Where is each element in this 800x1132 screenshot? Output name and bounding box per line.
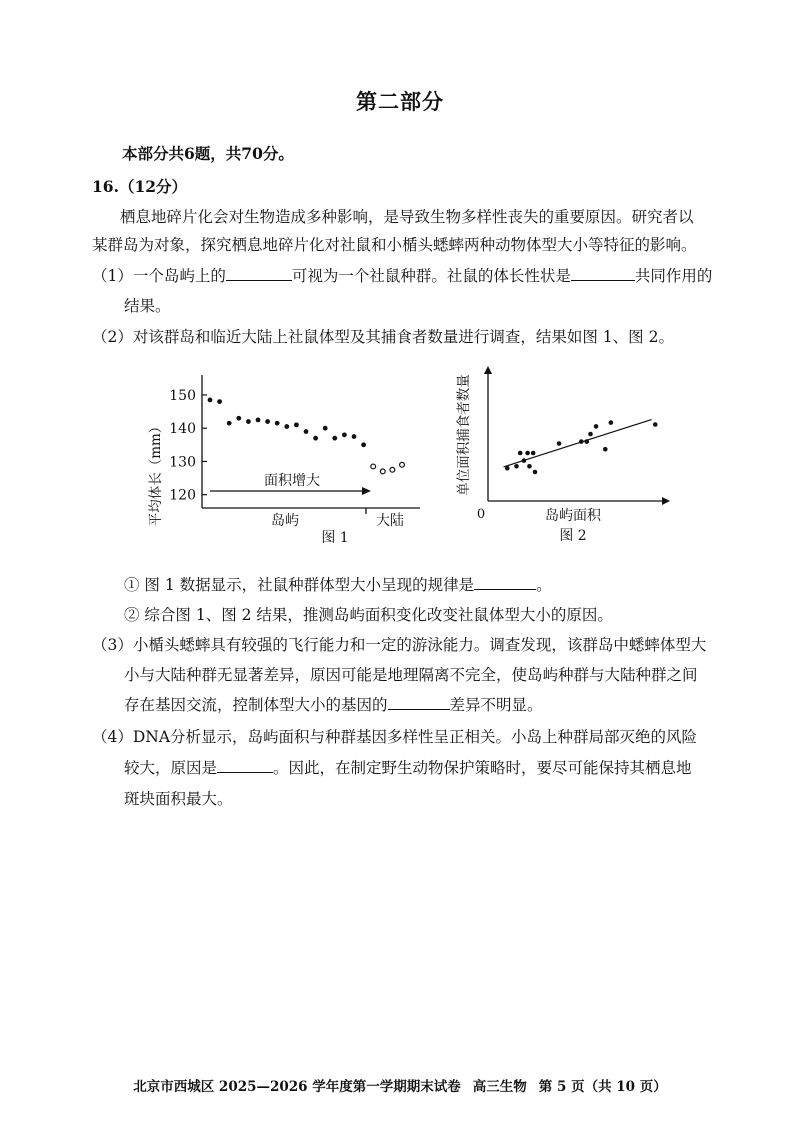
part-3-text-b: 差异不明显。 (449, 696, 543, 714)
mainland-data-point (380, 469, 385, 474)
part-1-text-c: 共同作用的 (634, 267, 713, 285)
part-1-line-1 (92, 264, 712, 286)
island-data-point (256, 417, 261, 422)
part-2-q1-end: 。 (536, 576, 552, 594)
island-data-point (284, 424, 289, 429)
figure-1-caption: 图 1 (321, 530, 349, 546)
mainland-data-point (390, 467, 395, 472)
mainland-data-point (400, 462, 405, 467)
mainland-data-point (371, 464, 376, 469)
part-1-text-a: （1）一个岛屿上的 (92, 267, 226, 285)
part-3-line-2: 小与大陆种群无显著差异，原因可能是地理隔离不完全，使岛屿种群与大陆种群之间 (124, 666, 698, 684)
island-data-point (332, 436, 337, 441)
section-intro: 本部分共6题，共70分。 (122, 144, 294, 163)
x-group-island: 岛屿 (271, 513, 299, 529)
answer-blank[interactable] (388, 695, 450, 710)
figure-2-data-point (594, 424, 599, 429)
island-data-point (313, 436, 318, 441)
island-data-point (323, 426, 328, 431)
figure-2-data-point (514, 464, 519, 469)
part-2-q1-text: ① 图 1 数据显示，社鼠种群体型大小呈现的规律是 (124, 576, 475, 594)
arrow-label: 面积增大 (264, 473, 320, 489)
answer-blank[interactable] (474, 575, 536, 590)
figure-1-ytick-label: 130 (169, 454, 196, 471)
part-3-line-1: （3）小楯头蟋蟀具有较强的飞行能力和一定的游泳能力。调查发现，该群岛中蟋蟀体型大 (92, 636, 707, 654)
island-data-point (227, 421, 232, 426)
figure-1-ticks (169, 388, 207, 504)
figure-2-points (505, 420, 658, 474)
answer-blank[interactable] (571, 266, 635, 281)
figure-2-ylabel: 单位面积捕食者数量 (456, 374, 472, 496)
part-3-line-3 (124, 693, 543, 715)
figure-2-data-point (557, 441, 562, 446)
figure-2-chart (450, 360, 680, 550)
part-2-prompt: （2）对该群岛和临近大陆上社鼠体型及其捕食者数量进行调查，结果如图 1、图 2。 (92, 328, 674, 346)
figure-2-data-point (653, 422, 658, 427)
island-data-point (217, 399, 222, 404)
part-3-text-a: 存在基因交流，控制体型大小的基因的 (124, 696, 388, 714)
figure-2-origin: 0 (476, 507, 486, 522)
part-4-text-a: 较大，原因是 (124, 759, 218, 777)
question-number: 16.（12分） (92, 177, 188, 196)
y-axis-arrow-icon (484, 366, 492, 374)
figure-2-data-point (533, 470, 538, 475)
figure-2-data-point (588, 432, 593, 437)
x-axis-arrow-icon (662, 497, 670, 505)
footer-subject: 高三生物 (472, 1079, 527, 1095)
part-4-line-1: （4）DNA分析显示，岛屿面积与种群基因多样性呈正相关。小岛上种群局部灭绝的风险 (92, 728, 698, 746)
figure-2-xlabel: 岛屿面积 (545, 508, 601, 524)
figure-2-data-point (518, 451, 523, 456)
answer-blank[interactable] (217, 758, 273, 773)
figure-2-data-point (603, 447, 608, 452)
section-title: 第二部分 (356, 89, 444, 114)
part-1-line-2: 结果。 (124, 297, 171, 315)
footer-page-number: 第 5 页（共 10 页） (538, 1079, 667, 1095)
part-2-question-1 (124, 573, 552, 595)
island-data-point (246, 419, 251, 424)
answer-blank[interactable] (226, 266, 292, 281)
figure-2-axes (484, 366, 670, 505)
island-data-point (304, 429, 309, 434)
figure-2-data-point (527, 464, 532, 469)
arrow-head-icon (362, 487, 371, 495)
figure-1-ytick-label: 120 (169, 487, 196, 504)
question-stem-line-2: 某群岛为对象，探究栖息地碎片化对社鼠和小楯头蟋蟀两种动物体型大小等特征的影响。 (92, 236, 697, 254)
figure-2-data-point (531, 451, 536, 456)
question-stem-line-1: 栖息地碎片化会对生物造成多种影响，是导致生物多样性丧失的重要原因。研究者以 (120, 208, 694, 226)
page-footer (0, 1075, 800, 1095)
figure-1-chart (140, 365, 430, 550)
island-data-point (208, 398, 213, 403)
island-data-point (294, 422, 299, 427)
figure-1-ylabel: 平均体长（mm） (148, 419, 164, 527)
figure-2-caption: 图 2 (559, 528, 587, 544)
island-data-point (265, 419, 270, 424)
part-4-line-2 (124, 756, 692, 778)
part-1-text-b: 可视为一个社鼠种群。社鼠的体长性状是 (291, 267, 571, 285)
island-data-point (352, 434, 357, 439)
island-data-point (275, 421, 280, 426)
figure-2-data-point (609, 420, 614, 425)
figure-1-points (208, 398, 405, 474)
island-data-point (361, 442, 366, 447)
island-data-point (236, 416, 241, 421)
trend-line (504, 420, 652, 467)
figure-1-ytick-label: 150 (169, 387, 196, 404)
island-data-point (342, 432, 347, 437)
figure-1-axes (202, 375, 420, 514)
part-4-text-b: 。因此，在制定野生动物保护策略时，要尽可能保持其栖息地 (273, 759, 692, 777)
part-2-question-2: ② 综合图 1、图 2 结果，推测岛屿面积变化改变社鼠体型大小的原因。 (124, 606, 613, 624)
figure-2-data-point (525, 451, 530, 456)
part-4-line-3: 斑块面积最大。 (124, 790, 233, 808)
x-group-mainland: 大陆 (376, 513, 404, 529)
figure-1-ytick-label: 140 (169, 421, 196, 438)
footer-exam-name: 北京市西城区 2025—2026 学年度第一学期期末试卷 (133, 1079, 461, 1095)
